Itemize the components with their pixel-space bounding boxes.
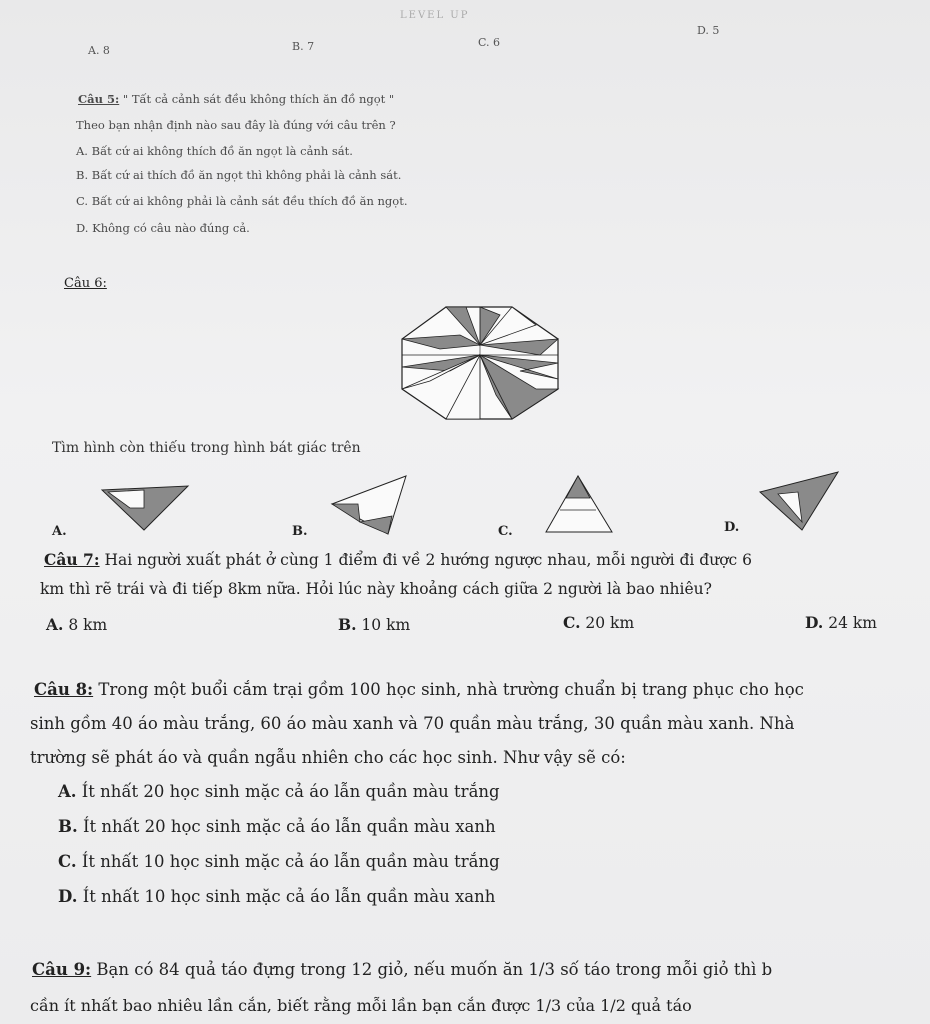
q5-option-c: C. Bất cứ ai không phải là cảnh sát đều thích đồ ăn ngọt. bbox=[76, 194, 408, 208]
q6-prompt: Tìm hình còn thiếu trong hình bát giác trên bbox=[52, 440, 361, 456]
q8-option-c: C. Ít nhất 10 học sinh mặc cả áo lẫn quần màu trắng bbox=[58, 852, 500, 871]
q8-option-b: B. Ít nhất 20 học sinh mặc cả áo lẫn quần màu xanh bbox=[58, 817, 496, 836]
q5-text: " Tất cả cảnh sát đều không thích ăn đồ ngọt " bbox=[122, 92, 395, 106]
q8-line3: trường sẽ phát áo và quần ngẫu nhiên cho các học sinh. Như vậy sẽ có: bbox=[30, 748, 626, 767]
q6-option-c-label: C. bbox=[498, 524, 513, 539]
q4-option-a: A. 8 bbox=[88, 44, 110, 57]
q6-option-b-label: B. bbox=[292, 524, 308, 539]
q6-option-d-label: D. bbox=[724, 520, 740, 535]
q5-option-a: A. Bất cứ ai không thích đồ ăn ngọt là cảnh sát. bbox=[76, 144, 353, 158]
q6-option-d-shape bbox=[758, 470, 842, 532]
q7-line1 bbox=[44, 550, 752, 569]
q7-label: Câu 7: bbox=[44, 550, 100, 569]
q9-text-1: Bạn có 84 quả táo đựng trong 12 giỏ, nếu muốn ăn 1/3 số táo trong mỗi giỏ thì b bbox=[91, 960, 773, 979]
q6-option-b-shape bbox=[330, 474, 410, 536]
q4-option-b: B. 7 bbox=[292, 40, 315, 53]
q4-option-c: C. 6 bbox=[478, 36, 501, 49]
q8-option-d: D. Ít nhất 10 học sinh mặc cả áo lẫn quần màu xanh bbox=[58, 887, 496, 906]
q8-line2: sinh gồm 40 áo màu trắng, 60 áo màu xanh và 70 quần màu trắng, 30 quần màu xanh. Nhà bbox=[30, 714, 795, 733]
q7-line2: km thì rẽ trái và đi tiếp 8km nữa. Hỏi lúc này khoảng cách giữa 2 người là bao nhiêu? bbox=[40, 580, 712, 598]
q5-option-b: B. Bất cứ ai thích đồ ăn ngọt thì không phải là cảnh sát. bbox=[76, 168, 402, 182]
q6-option-a-label: A. bbox=[52, 524, 67, 539]
q7-text-1: Hai người xuất phát ở cùng 1 điểm đi về 2 hướng ngược nhau, mỗi người đi được 6 bbox=[99, 551, 752, 569]
q7-option-b: B. 10 km bbox=[338, 615, 411, 634]
q8-option-a: A. Ít nhất 20 học sinh mặc cả áo lẫn quần màu trắng bbox=[58, 782, 500, 801]
q5-line2: Theo bạn nhận định nào sau đây là đúng với câu trên ? bbox=[76, 118, 396, 132]
q5-label: Câu 5: bbox=[78, 92, 120, 106]
q7-option-c: C. 20 km bbox=[563, 613, 635, 632]
q6-label: Câu 6: bbox=[64, 276, 107, 291]
octagon-figure bbox=[400, 305, 560, 421]
q6-option-c-shape bbox=[544, 474, 614, 534]
q9-label: Câu 9: bbox=[32, 960, 92, 979]
q5-option-d: D. Không có câu nào đúng cả. bbox=[76, 221, 250, 235]
level-header: LEVEL UP bbox=[400, 10, 470, 21]
q5-question bbox=[78, 92, 394, 106]
q8-text-1: Trong một buổi cắm trại gồm 100 học sinh, nhà trường chuẩn bị trang phục cho học bbox=[93, 680, 804, 699]
q9-line2: cần ít nhất bao nhiêu lần cắn, biết rằng mỗi lần bạn cắn được 1/3 của 1/2 quả táo bbox=[30, 996, 692, 1015]
q7-option-d: D. 24 km bbox=[805, 613, 877, 632]
q4-option-d: D. 5 bbox=[697, 24, 720, 37]
q9-line1 bbox=[32, 960, 930, 979]
q8-line1 bbox=[34, 680, 804, 699]
q6-option-a-shape bbox=[100, 484, 190, 534]
q8-label: Câu 8: bbox=[34, 680, 94, 699]
q7-option-a: A. 8 km bbox=[46, 615, 108, 634]
